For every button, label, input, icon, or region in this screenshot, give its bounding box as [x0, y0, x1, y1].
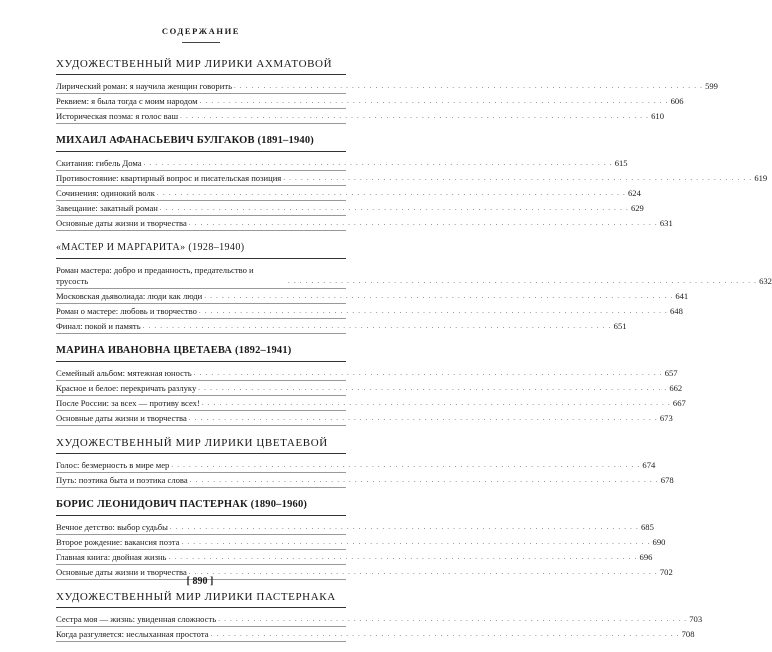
entry-page-number: 690	[652, 537, 666, 547]
entry-title: Голос: безмерность в мире мер	[56, 460, 170, 470]
entry-title: После России: за всех — противу всех!	[56, 398, 200, 408]
leader-dots: . . . . . . . . . . . . . . . . . . . . . . . . . . . . . . . . . . . . . . . . . . . . . . . . . . . . . . . . . . . . . . . . . . . . . . . . . . . . . . . .	[188, 414, 658, 422]
running-head-rule	[182, 42, 220, 43]
toc-entry[interactable]	[56, 473, 674, 488]
toc-entry[interactable]	[56, 612, 703, 627]
entry-page-number: 615	[614, 158, 628, 168]
entry-page-number: 674	[642, 460, 656, 470]
toc-entry[interactable]	[56, 411, 673, 426]
toc-entry[interactable]	[56, 156, 628, 171]
toc-section	[56, 241, 772, 334]
entry-page-number: 673	[659, 413, 673, 423]
entry-page-number: 629	[630, 203, 644, 213]
leader-dots: . . . . . . . . . . . . . . . . . . . . . . . . . . . . . . . . . . . . . . . . . . . . . . . . . . . . . . . . . . . . . . . . . . . . . . . . . . . . . . . .	[198, 307, 668, 315]
entry-page-number: 696	[639, 552, 653, 562]
entry-page-number: 624	[627, 188, 641, 198]
entry-title: Когда разгуляется: неслыханная простота	[56, 629, 209, 639]
entry-title: Красное и белое: перекричать разлуку	[56, 383, 197, 393]
entry-page-number: 657	[664, 368, 678, 378]
toc-entry[interactable]	[56, 94, 684, 109]
entry-page-number: 610	[651, 111, 665, 121]
leader-dots: . . . . . . . . . . . . . . . . . . . . . . . . . . . . . . . . . . . . . . . . . . . . . . . . . . . . . . . . . . . . . . . . . . . . . . . . . . . . . . . .	[283, 174, 753, 182]
entry-page-number: 703	[689, 614, 703, 624]
toc-section	[56, 436, 674, 488]
leader-dots: . . . . . . . . . . . . . . . . . . . . . . . . . . . . . . . . . . . . . . . . . . . . . . . . . . . . . . . . . . . . . . . . . . . . . . . . . . . . . . . .	[201, 399, 671, 407]
toc-section	[56, 498, 673, 580]
toc-entry[interactable]	[56, 171, 768, 186]
leader-dots: . . . . . . . . . . . . . . . . . . . . . . . . . . . . . . . . . . . . . . . . . . . . . . . . . . . . . . . . . . . . . . . . . . . . . . . . . . . . . . . .	[159, 204, 629, 212]
leader-dots: . . . . . . . . . . . . . . . . . . . . . . . . . . . . . . . . . . . . . . . . . . . . . . . . . . . . . . . . . . . . . . . . . . . . . . . . . . . . . . . .	[199, 97, 669, 105]
leader-dots: . . . . . . . . . . . . . . . . . . . . . . . . . . . . . . . . . . . . . . . . . . . . . . . . . . . . . . . . . . . . . . . . . . . . . . . . . . . . . . . .	[180, 112, 650, 120]
toc-entry[interactable]	[56, 79, 718, 94]
leader-dots: . . . . . . . . . . . . . . . . . . . . . . . . . . . . . . . . . . . . . . . . . . . . . . . . . . . . . . . . . . . . . . . . . . . . . . . . . . . . . . . .	[210, 630, 680, 638]
entry-page-number: 648	[669, 306, 683, 316]
section-heading: БОРИС ЛЕОНИДОВИЧ ПАСТЕРНАК (1890–1960)	[56, 498, 346, 516]
toc-entry[interactable]	[56, 263, 772, 289]
page-number: [ 890 ]	[186, 576, 214, 587]
toc-entry[interactable]	[56, 627, 695, 642]
section-heading: МАРИНА ИВАНОВНА ЦВЕТАЕВА (1892–1941)	[56, 344, 346, 362]
entry-title: Сестра моя — жизнь: увиденная сложность	[56, 614, 217, 624]
entry-title: Путь: поэтика быта и поэтика слова	[56, 475, 188, 485]
leader-dots: . . . . . . . . . . . . . . . . . . . . . . . . . . . . . . . . . . . . . . . . . . . . . . . . . . . . . . . . . . . . . . . . . . . . . . . . . . . . . . . .	[204, 292, 674, 300]
entry-page-number: 641	[675, 291, 689, 301]
toc-entry[interactable]	[56, 535, 666, 550]
entry-page-number: 678	[660, 475, 674, 485]
entry-page-number: 702	[659, 567, 673, 577]
leader-dots: . . . . . . . . . . . . . . . . . . . . . . . . . . . . . . . . . . . . . . . . . . . . . . . . . . . . . . . . . . . . . . . . . . . . . . . . . . . . . . . .	[181, 538, 651, 546]
entry-title: Семейный альбом: мятежная юность	[56, 368, 192, 378]
toc-entry[interactable]	[56, 319, 627, 334]
leader-dots: . . . . . . . . . . . . . . . . . . . . . . . . . . . . . . . . . . . . . . . . . . . . . . . . . . . . . . . . . . . . . . . . . . . . . . . . . . . . . . . .	[171, 461, 641, 469]
entry-title: Историческая поэма: я голос ваш	[56, 111, 179, 121]
leader-dots: . . . . . . . . . . . . . . . . . . . . . . . . . . . . . . . . . . . . . . . . . . . . . . . . . . . . . . . . . . . . . . . . . . . . . . . . . . . . . . . .	[193, 369, 663, 377]
toc-entry[interactable]	[56, 216, 673, 231]
leader-dots: . . . . . . . . . . . . . . . . . . . . . . . . . . . . . . . . . . . . . . . . . . . . . . . . . . . . . . . . . . . . . . . . . . . . . . . . . . . . . . . .	[142, 322, 612, 330]
leader-dots: . . . . . . . . . . . . . . . . . . . . . . . . . . . . . . . . . . . . . . . . . . . . . . . . . . . . . . . . . . . . . . . . . . . . . . . . . . . . . . . .	[218, 615, 688, 623]
toc-section	[56, 344, 686, 426]
entry-title: Сочинения: одинокий волк	[56, 188, 155, 198]
entry-title: Реквием: я была тогда с моим народом	[56, 96, 198, 106]
section-heading: ХУДОЖЕСТВЕННЫЙ МИР ЛИРИКИ ЦВЕТАЕВОЙ	[56, 436, 346, 454]
entry-page-number: 685	[640, 522, 654, 532]
entry-title: Завещание: закатный роман	[56, 203, 158, 213]
section-heading: ХУДОЖЕСТВЕННЫЙ МИР ЛИРИКИ АХМАТОВОЙ	[56, 57, 346, 75]
entry-title: Главная книга: двойная жизнь	[56, 552, 167, 562]
toc-section	[56, 134, 768, 231]
entry-title: Финал: покой и память	[56, 321, 141, 331]
toc-entry[interactable]	[56, 186, 641, 201]
entry-page-number: 631	[659, 218, 673, 228]
toc-page	[56, 26, 772, 652]
toc-entry[interactable]	[56, 550, 653, 565]
entry-page-number: 667	[672, 398, 686, 408]
entry-page-number: 662	[669, 383, 683, 393]
toc-entry[interactable]	[56, 396, 686, 411]
leader-dots: . . . . . . . . . . . . . . . . . . . . . . . . . . . . . . . . . . . . . . . . . . . . . . . . . . . . . . . . . . . . . . . . . . . . . . . . . . . . . . . .	[169, 523, 639, 531]
leader-dots: . . . . . . . . . . . . . . . . . . . . . . . . . . . . . . . . . . . . . . . . . . . . . . . . . . . . . . . . . . . . . . . . . . . . . . . . . . . . . . . .	[234, 82, 704, 90]
table-of-contents	[56, 57, 772, 642]
entry-page-number: 632	[759, 276, 772, 286]
leader-dots: . . . . . . . . . . . . . . . . . . . . . . . . . . . . . . . . . . . . . . . . . . . . . . . . . . . . . . . . . . . . . . . . . . . . . . . . . . . . . . . .	[188, 219, 658, 227]
leader-dots: . . . . . . . . . . . . . . . . . . . . . . . . . . . . . . . . . . . . . . . . . . . . . . . . . . . . . . . . . . . . . . . . . . . . . . . . . . . . . . . .	[198, 384, 668, 392]
toc-entry[interactable]	[56, 381, 683, 396]
toc-section	[56, 590, 703, 642]
entry-title: Московская дьяволиада: люди как люди	[56, 291, 203, 301]
leader-dots: . . . . . . . . . . . . . . . . . . . . . . . . . . . . . . . . . . . . . . . . . . . . . . . . . . . . . . . . . . . . . . . . . . . . . . . . . . . . . . . .	[189, 476, 659, 484]
entry-title: Вечное детство: выбор судьбы	[56, 522, 168, 532]
running-head: СОДЕРЖАНИЕ	[161, 26, 241, 36]
entry-title: Второе рождение: вакансия поэта	[56, 537, 180, 547]
toc-entry[interactable]	[56, 109, 665, 124]
entry-title: Роман о мастере: любовь и творчество	[56, 306, 197, 316]
leader-dots: . . . . . . . . . . . . . . . . . . . . . . . . . . . . . . . . . . . . . . . . . . . . . . . . . . . . . . . . . . . . . . . . . . . . . . . . . . . . . . . .	[143, 159, 613, 167]
leader-dots: . . . . . . . . . . . . . . . . . . . . . . . . . . . . . . . . . . . . . . . . . . . . . . . . . . . . . . . . . . . . . . . . . . . . . . . . . . . . . . . .	[156, 189, 626, 197]
toc-entry[interactable]	[56, 304, 683, 319]
toc-entry[interactable]	[56, 458, 656, 473]
section-heading: «МАСТЕР И МАРГАРИТА» (1928–1940)	[56, 241, 346, 259]
entry-title: Лирический роман: я научила женщин говорить	[56, 81, 232, 91]
toc-entry[interactable]	[56, 366, 678, 381]
entry-title: Противостояние: квартирный вопрос и писательская позиция	[56, 173, 282, 183]
leader-dots: . . . . . . . . . . . . . . . . . . . . . . . . . . . . . . . . . . . . . . . . . . . . . . . . . . . . . . . . . . . . . . . . . . . . . . . . . . . . . . . .	[168, 553, 638, 561]
toc-entry[interactable]	[56, 520, 654, 535]
entry-title: Основные даты жизни и творчества	[56, 218, 187, 228]
toc-entry[interactable]	[56, 289, 689, 304]
entry-title: Основные даты жизни и творчества	[56, 567, 187, 577]
entry-page-number: 651	[613, 321, 627, 331]
entry-page-number: 599	[705, 81, 718, 91]
entry-page-number: 606	[670, 96, 684, 106]
entry-title: Роман мастера: добро и преданность, предательство и трусость	[56, 265, 254, 286]
section-heading: МИХАИЛ АФАНАСЬЕВИЧ БУЛГАКОВ (1891–1940)	[56, 134, 346, 152]
entry-title: Основные даты жизни и творчества	[56, 413, 187, 423]
leader-dots: . . . . . . . . . . . . . . . . . . . . . . . . . . . . . . . . . . . . . . . . . . . . . . . . . . . . . . . . . . . . . . . . . . . . . . . . . . . . . . . .	[188, 568, 658, 576]
section-heading: ХУДОЖЕСТВЕННЫЙ МИР ЛИРИКИ ПАСТЕРНАКА	[56, 590, 346, 608]
leader-dots: . . . . . . . . . . . . . . . . . . . . . . . . . . . . . . . . . . . . . . . . . . . . . . . . . . . . . . . . . . . . . . . . . . . . . . . . . . . . . . . .	[288, 277, 758, 285]
entry-page-number: 708	[681, 629, 695, 639]
toc-section	[56, 57, 718, 124]
entry-page-number: 619	[754, 173, 768, 183]
toc-entry[interactable]	[56, 201, 644, 216]
entry-title: Скитания: гибель Дома	[56, 158, 142, 168]
